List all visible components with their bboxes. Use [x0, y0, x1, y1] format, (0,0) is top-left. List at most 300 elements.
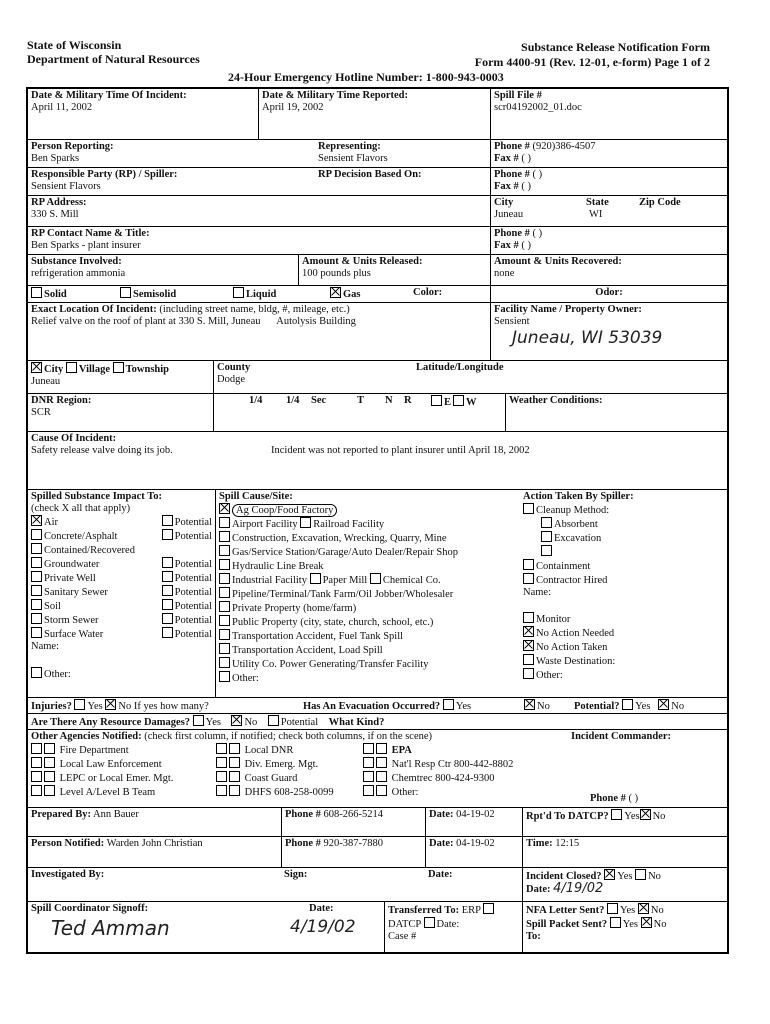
- row-responsible-party: [28, 168, 727, 196]
- action-monitor-label: Monitor: [536, 614, 571, 625]
- county-value: Dodge: [217, 374, 245, 385]
- cause-ag-coop-checkbox[interactable]: [219, 503, 230, 514]
- agency-police-label: Local Law Enforcement: [59, 759, 162, 770]
- incident-closed-label: Incident Closed?: [526, 871, 602, 882]
- prepared-by-label: Prepared By:: [31, 809, 91, 820]
- cause-fuel-spill-checkbox[interactable]: [219, 629, 230, 640]
- action-name-label: Name:: [523, 587, 551, 598]
- facility-label: Facility Name / Property Owner:: [494, 304, 642, 315]
- impact-other-label: Other:: [44, 669, 71, 680]
- department-name: Department of Natural Resources: [27, 52, 200, 66]
- notified-phone-value: 920-387-7880: [323, 838, 384, 849]
- cause-pipeline-label: Pipeline/Terminal/Tank Farm/Oil Jobber/Wholesaler: [232, 589, 454, 600]
- impact-private-well-checkbox[interactable]: [31, 571, 42, 582]
- cause-hydraulic-label: Hydraulic Line Break: [232, 561, 324, 572]
- cause-other-checkbox[interactable]: [219, 671, 230, 682]
- impact-soil-checkbox[interactable]: [31, 599, 42, 610]
- representing-label: Representing:: [318, 141, 381, 152]
- facility-value: Sensient: [494, 316, 530, 327]
- injuries-how-many: If yes how many?: [133, 701, 209, 712]
- injuries-yes-checkbox[interactable]: [74, 699, 85, 710]
- cause-industrial-checkbox[interactable]: [219, 573, 230, 584]
- agency-fire-label: Fire Department: [59, 745, 129, 756]
- dnr-region-label: DNR Region:: [31, 395, 92, 406]
- cause-railroad-label: Railroad Facility: [313, 519, 385, 530]
- closed-date-handwritten: 4/19/02: [553, 881, 604, 896]
- semisolid-label: Semisolid: [133, 289, 177, 300]
- action-no-action-taken-checkbox[interactable]: [523, 640, 534, 651]
- potential-label: Potential: [174, 615, 212, 626]
- impact-section: [28, 490, 215, 697]
- agency-dem-checkbox[interactable]: [216, 757, 227, 768]
- notified-value: Warden John Christian: [106, 838, 203, 849]
- incident-closed-no-checkbox[interactable]: [635, 869, 646, 880]
- impact-contained-label: Contained/Recovered: [44, 545, 135, 556]
- injuries-no-checkbox[interactable]: [105, 699, 116, 710]
- impact-surface-water-checkbox[interactable]: [31, 627, 42, 638]
- phone-value: (920)386-4507: [532, 141, 596, 152]
- erp-checkbox[interactable]: [483, 903, 494, 914]
- agency-other-scene-checkbox[interactable]: [376, 785, 387, 796]
- north-label: N: [385, 395, 393, 406]
- agency-epa-scene-checkbox[interactable]: [376, 743, 387, 754]
- cause-fuel-spill-label: Transportation Accident, Fuel Tank Spill: [232, 631, 404, 642]
- impact-other-checkbox[interactable]: [31, 667, 42, 678]
- solid-checkbox[interactable]: [31, 287, 42, 298]
- nfa-no-checkbox[interactable]: [638, 903, 649, 914]
- datcp-transfer-label: DATCP: [388, 919, 421, 930]
- fax-value: ( ): [521, 153, 532, 164]
- sign-label: Sign:: [284, 869, 308, 880]
- incident-date-label: Date & Military Time Of Incident:: [31, 90, 187, 101]
- facility-handwritten: Juneau, WI 53039: [512, 328, 663, 348]
- dnr-region-value: SCR: [31, 407, 51, 418]
- contact-fax-label: Fax #: [494, 240, 519, 251]
- impact-title: Spilled Substance Impact To:: [31, 491, 162, 502]
- impact-private-well-potential-checkbox[interactable]: [162, 571, 173, 582]
- cause-airport-label: Airport Facility: [232, 519, 298, 530]
- action-containment-label: Containment: [536, 561, 591, 572]
- potential-no-checkbox[interactable]: [658, 699, 669, 710]
- west-checkbox[interactable]: [453, 395, 464, 406]
- cause-other-label: Other:: [232, 673, 259, 684]
- action-excavation-checkbox[interactable]: [541, 531, 552, 542]
- notified-label: Person Notified:: [31, 838, 105, 849]
- cause-paper-mill-label: Paper Mill: [322, 575, 368, 586]
- rp-address-value: 330 S. Mill: [31, 209, 79, 220]
- form-number: Form 4400-91 (Rev. 12-01, e-form) Page 1 of 2: [474, 55, 710, 69]
- agency-coast-guard-scene-checkbox[interactable]: [229, 771, 240, 782]
- cause-private-property-label: Private Property (home/farm): [232, 603, 357, 614]
- substance-value: refrigeration ammonia: [31, 268, 126, 279]
- impact-storm-sewer-potential-checkbox[interactable]: [162, 613, 173, 624]
- cause-gas-station-checkbox[interactable]: [219, 545, 230, 556]
- cause-industrial-label: Industrial Facility: [232, 575, 307, 586]
- injuries-yes-label: Yes: [87, 701, 103, 712]
- prepared-by-value: Ann Bauer: [93, 809, 139, 820]
- cause-note: Incident was not reported to plant insurer until April 18, 2002: [271, 445, 530, 456]
- notified-time-value: 12:15: [555, 838, 580, 849]
- commander-label: Incident Commander:: [571, 731, 672, 742]
- investigated-label: Investigated By:: [31, 869, 105, 880]
- action-monitor-checkbox[interactable]: [523, 612, 534, 623]
- agency-police-checkbox[interactable]: [31, 757, 42, 768]
- agency-chemtrec-checkbox[interactable]: [363, 771, 374, 782]
- packet-yes-label: Yes: [622, 919, 638, 930]
- row-resource-damages: [28, 714, 727, 730]
- phone-label: Phone #: [494, 141, 530, 152]
- agency-coast-guard-checkbox[interactable]: [216, 771, 227, 782]
- nfa-label: NFA Letter Sent?: [526, 905, 605, 916]
- datcp-yes-checkbox[interactable]: [611, 809, 622, 820]
- east-label: E: [444, 397, 452, 408]
- impact-surface-water-potential-checkbox[interactable]: [162, 627, 173, 638]
- agency-other-label: Other:: [391, 787, 419, 798]
- potential-label: Potential: [174, 573, 212, 584]
- agency-lepc-checkbox[interactable]: [31, 771, 42, 782]
- impact-sanitary-sewer-checkbox[interactable]: [31, 585, 42, 596]
- action-no-action-taken-label: No Action Taken: [536, 642, 608, 653]
- resource-potential-label: Potential: [280, 717, 319, 728]
- impact-groundwater-checkbox[interactable]: [31, 557, 42, 568]
- state-name: State of Wisconsin: [27, 38, 122, 52]
- action-absorbent-checkbox[interactable]: [541, 517, 552, 528]
- datcp-yes-label: Yes: [624, 811, 640, 822]
- packet-to-label: To:: [526, 931, 541, 942]
- case-number-label: Case #: [388, 931, 417, 942]
- agency-dhfs-checkbox[interactable]: [216, 785, 227, 796]
- semisolid-checkbox[interactable]: [120, 287, 131, 298]
- row-signoff: [28, 902, 727, 952]
- liquid-checkbox[interactable]: [233, 287, 244, 298]
- datcp-transfer-checkbox[interactable]: [424, 917, 435, 928]
- potential-label: Potential: [174, 531, 212, 542]
- agency-lepc-scene-checkbox[interactable]: [44, 771, 55, 782]
- notified-date-value: 04-19-02: [456, 838, 495, 849]
- closed-date-label: Date:: [526, 884, 551, 895]
- state-value: WI: [589, 209, 603, 220]
- notified-date-label: Date:: [429, 838, 454, 849]
- agency-lepc-label: LEPC or Local Emer. Mgt.: [59, 773, 174, 784]
- rp-address-label: RP Address:: [31, 197, 87, 208]
- solid-label: Solid: [44, 289, 67, 300]
- prepared-phone-value: 608-266-5214: [323, 809, 384, 820]
- resource-potential-checkbox[interactable]: [268, 715, 279, 726]
- injuries-label: Injuries?: [31, 701, 72, 712]
- weather-label: Weather Conditions:: [509, 395, 603, 406]
- signoff-date-label: Date:: [309, 903, 334, 914]
- muni-city-label: City: [44, 364, 64, 375]
- agency-dhfs-label: DHFS 608-258-0099: [244, 787, 334, 798]
- rp-phone-value: ( ): [532, 169, 543, 180]
- impact-concrete-checkbox[interactable]: [31, 529, 42, 540]
- agency-nrc-scene-checkbox[interactable]: [376, 757, 387, 768]
- row-person-reporting: [28, 140, 727, 168]
- resource-no-label: No: [244, 717, 258, 728]
- nfa-yes-label: Yes: [619, 905, 636, 916]
- signoff-date-handwritten: 4/19/02: [290, 917, 356, 937]
- row-rp-contact: [28, 227, 727, 255]
- transferred-label: Transferred To:: [388, 905, 460, 916]
- impact-air-potential-checkbox[interactable]: [162, 515, 173, 526]
- action-cleanup-label: Cleanup Method:: [536, 505, 610, 516]
- village-checkbox[interactable]: [66, 362, 77, 373]
- agency-dnr-label: Local DNR: [244, 745, 294, 756]
- row-agencies: [28, 730, 727, 808]
- impact-concrete-potential-checkbox[interactable]: [162, 529, 173, 540]
- range-label: R: [404, 395, 412, 406]
- incident-closed-no-label: No: [648, 871, 661, 882]
- incident-closed-yes-checkbox[interactable]: [604, 869, 615, 880]
- release-form: [26, 87, 729, 954]
- impact-storm-sewer-label: Storm Sewer: [44, 615, 99, 626]
- potential-label: Potential: [174, 629, 212, 640]
- cause-site-section: [215, 490, 520, 697]
- impact-soil-potential-checkbox[interactable]: [162, 599, 173, 610]
- datcp-label: Rpt'd To DATCP?: [526, 811, 609, 822]
- resource-yes-label: Yes: [205, 717, 221, 728]
- impact-name-label: Name:: [31, 641, 59, 652]
- action-containment-checkbox[interactable]: [523, 559, 534, 570]
- signoff-label: Spill Coordinator Signoff:: [31, 903, 149, 914]
- coordinator-signature: Ted Amman: [51, 916, 170, 940]
- impact-air-label: Air: [44, 517, 58, 528]
- agency-dhfs-scene-checkbox[interactable]: [229, 785, 240, 796]
- action-no-action-needed-checkbox[interactable]: [523, 626, 534, 637]
- cause-value: Safety release valve doing its job.: [31, 445, 173, 456]
- resource-no-checkbox[interactable]: [231, 715, 242, 726]
- agencies-hint: (check first column, if notified; check both columns, if on the scene): [144, 731, 433, 742]
- muni-value: Juneau: [31, 376, 61, 387]
- incident-closed-yes-label: Yes: [617, 871, 633, 882]
- commander-phone-value: ( ): [628, 793, 639, 804]
- spill-file-label: Spill File #: [494, 90, 542, 101]
- gas-checkbox[interactable]: [330, 287, 341, 298]
- rp-decision-label: RP Decision Based On:: [318, 169, 422, 180]
- agency-hazmat-label: Level A/Level B Team: [59, 787, 156, 798]
- color-label: Color:: [413, 287, 443, 298]
- agency-police-scene-checkbox[interactable]: [44, 757, 55, 768]
- cause-private-property-checkbox[interactable]: [219, 601, 230, 612]
- row-location: [28, 303, 727, 361]
- agency-hazmat-checkbox[interactable]: [31, 785, 42, 796]
- impact-sanitary-sewer-label: Sanitary Sewer: [44, 587, 108, 598]
- impact-storm-sewer-checkbox[interactable]: [31, 613, 42, 624]
- spill-file-value: scr04192002_01.doc: [494, 102, 582, 113]
- action-other-checkbox[interactable]: [523, 668, 534, 679]
- prepared-phone-label: Phone #: [285, 809, 321, 820]
- form-title: Substance Release Notification Form: [521, 40, 710, 54]
- amount-released-value: 100 pounds plus: [302, 268, 371, 279]
- cause-load-spill-checkbox[interactable]: [219, 643, 230, 654]
- agency-nrc-label: Nat'l Resp Ctr 800-442-8802: [391, 759, 514, 770]
- rp-value: Sensient Flavors: [31, 181, 101, 192]
- agency-dem-scene-checkbox[interactable]: [229, 757, 240, 768]
- contact-phone-label: Phone #: [494, 228, 530, 239]
- row-prepared-by: [28, 808, 727, 837]
- agency-epa-checkbox[interactable]: [363, 743, 374, 754]
- city-checkbox[interactable]: [31, 362, 42, 373]
- action-blank-checkbox[interactable]: [541, 545, 552, 556]
- prepared-date-value: 04-19-02: [456, 809, 495, 820]
- east-checkbox[interactable]: [431, 395, 442, 406]
- packet-yes-checkbox[interactable]: [610, 917, 621, 928]
- row-municipality: [28, 361, 727, 394]
- rp-label: Responsible Party (RP) / Spiller:: [31, 169, 178, 180]
- action-other-label: Other:: [536, 670, 563, 681]
- row-investigated: [28, 868, 727, 902]
- fax-label: Fax #: [494, 153, 519, 164]
- potential-question-label: Potential?: [574, 701, 620, 712]
- cause-label: Cause Of Incident:: [31, 433, 117, 444]
- row-checklists: [28, 490, 727, 698]
- muni-township-label: Township: [125, 364, 170, 375]
- agency-dem-label: Div. Emerg. Mgt.: [244, 759, 319, 770]
- packet-no-checkbox[interactable]: [641, 917, 652, 928]
- action-contractor-checkbox[interactable]: [523, 573, 534, 584]
- prepared-date-label: Date:: [429, 809, 454, 820]
- impact-contained-checkbox[interactable]: [31, 543, 42, 554]
- cause-gas-station-label: Gas/Service Station/Garage/Auto Dealer/Repair Shop: [232, 547, 458, 558]
- quarter-1-label: 1/4: [249, 395, 263, 406]
- agency-other-checkbox[interactable]: [363, 785, 374, 796]
- amount-recovered-value: none: [494, 268, 515, 279]
- cause-pipeline-checkbox[interactable]: [219, 587, 230, 598]
- impact-air-checkbox[interactable]: [31, 515, 42, 526]
- location-value: Relief valve on the roof of plant at 330 S. Mill, Juneau: [31, 316, 261, 327]
- muni-village-label: Village: [78, 364, 110, 375]
- agency-coast-guard-label: Coast Guard: [244, 773, 298, 784]
- impact-private-well-label: Private Well: [44, 573, 96, 584]
- nfa-yes-checkbox[interactable]: [607, 903, 618, 914]
- cause-railroad-checkbox[interactable]: [300, 517, 311, 528]
- agency-nrc-checkbox[interactable]: [363, 757, 374, 768]
- action-absorbent-label: Absorbent: [554, 519, 598, 530]
- row-cause: [28, 432, 727, 490]
- evacuation-yes-checkbox[interactable]: [443, 699, 454, 710]
- liquid-label: Liquid: [246, 289, 277, 300]
- resource-label: Are There Any Resource Damages?: [31, 717, 191, 728]
- substance-label: Substance Involved:: [31, 256, 122, 267]
- reported-date-value: April 19, 2002: [262, 102, 324, 113]
- agency-dnr-scene-checkbox[interactable]: [229, 743, 240, 754]
- impact-concrete-label: Concrete/Asphalt: [44, 531, 118, 542]
- cause-hydraulic-checkbox[interactable]: [219, 559, 230, 570]
- cause-load-spill-label: Transportation Accident, Load Spill: [232, 645, 383, 656]
- impact-sanitary-sewer-potential-checkbox[interactable]: [162, 585, 173, 596]
- potential-yes-label: Yes: [635, 701, 651, 712]
- cause-construction-checkbox[interactable]: [219, 531, 230, 542]
- contact-fax-value: ( ): [521, 240, 532, 251]
- cause-public-property-label: Public Property (city, state, church, school, etc.): [232, 617, 434, 628]
- township-t-label: T: [357, 395, 365, 406]
- agency-fire-checkbox[interactable]: [31, 743, 42, 754]
- zip-label: Zip Code: [639, 197, 681, 208]
- evacuation-yes-label: Yes: [455, 701, 472, 712]
- row-person-notified: [28, 837, 727, 868]
- action-cleanup-checkbox[interactable]: [523, 503, 534, 514]
- section-label: Sec: [311, 395, 327, 406]
- odor-label: Odor:: [595, 287, 623, 298]
- row-injuries: [28, 698, 727, 714]
- agencies-label: Other Agencies Notified:: [31, 731, 142, 742]
- potential-no-label: No: [671, 701, 685, 712]
- location-building: Autolysis Building: [276, 316, 356, 327]
- rp-phone-label: Phone #: [494, 169, 530, 180]
- impact-groundwater-potential-checkbox[interactable]: [162, 557, 173, 568]
- impact-soil-label: Soil: [44, 601, 61, 612]
- potential-yes-checkbox[interactable]: [622, 699, 633, 710]
- erp-label: ERP: [461, 905, 481, 916]
- packet-no-label: No: [653, 919, 667, 930]
- amount-recovered-label: Amount & Units Recovered:: [494, 256, 622, 267]
- latlong-label: Latitude/Longitude: [416, 362, 504, 373]
- row-state-of-matter: [28, 286, 727, 303]
- rp-contact-value: Ben Sparks - plant insurer: [31, 240, 141, 251]
- agency-hazmat-scene-checkbox[interactable]: [44, 785, 55, 796]
- cause-airport-checkbox[interactable]: [219, 517, 230, 528]
- location-hint: (including street name, bldg, #, mileage, etc.): [159, 304, 350, 315]
- row-dates: [28, 89, 727, 140]
- evacuation-no-checkbox[interactable]: [524, 699, 535, 710]
- agency-fire-scene-checkbox[interactable]: [44, 743, 55, 754]
- potential-label: Potential: [174, 601, 212, 612]
- what-kind-label: What Kind?: [328, 717, 385, 728]
- action-waste-label: Waste Destination:: [536, 656, 616, 667]
- row-rp-address: [28, 196, 727, 227]
- state-label: State: [586, 197, 609, 208]
- notified-time-label: Time:: [526, 838, 553, 849]
- person-reporting-value: Ben Sparks: [31, 153, 80, 164]
- city-value: Juneau: [494, 209, 524, 220]
- hotline: 24-Hour Emergency Hotline Number: 1-800-943-0003: [228, 70, 504, 84]
- datcp-no-checkbox[interactable]: [640, 809, 651, 820]
- potential-label: Potential: [174, 587, 212, 598]
- nfa-no-label: No: [650, 905, 664, 916]
- action-title: Action Taken By Spiller:: [523, 491, 634, 502]
- row-dnr-region: [28, 394, 727, 432]
- evacuation-label: Has An Evacuation Occurred?: [303, 701, 441, 712]
- west-label: W: [466, 397, 477, 408]
- cause-construction-label: Construction, Excavation, Wrecking, Quarry, Mine: [232, 533, 447, 544]
- injuries-no-label: No: [118, 701, 132, 712]
- cause-public-property-checkbox[interactable]: [219, 615, 230, 626]
- agency-dnr-checkbox[interactable]: [216, 743, 227, 754]
- location-label: Exact Location Of Incident:: [31, 304, 157, 315]
- cause-site-title: Spill Cause/Site:: [219, 491, 293, 502]
- action-waste-checkbox[interactable]: [523, 654, 534, 665]
- rp-fax-label: Fax #: [494, 181, 519, 192]
- township-checkbox[interactable]: [113, 362, 124, 373]
- agency-chemtrec-label: Chemtrec 800-424-9300: [391, 773, 495, 784]
- resource-yes-checkbox[interactable]: [193, 715, 204, 726]
- action-excavation-label: Excavation: [554, 533, 602, 544]
- gas-label: Gas: [343, 289, 361, 300]
- investigated-date-label: Date:: [428, 869, 453, 880]
- action-section: [520, 490, 727, 697]
- agency-chemtrec-scene-checkbox[interactable]: [376, 771, 387, 782]
- cause-chemical-checkbox[interactable]: [370, 573, 381, 584]
- contact-phone-value: ( ): [532, 228, 543, 239]
- impact-groundwater-label: Groundwater: [44, 559, 100, 570]
- impact-hint: (check X all that apply): [31, 503, 131, 514]
- evacuation-no-label: No: [537, 701, 550, 712]
- cause-utility-checkbox[interactable]: [219, 657, 230, 668]
- representing-value: Sensient Flavors: [318, 153, 388, 164]
- cause-paper-mill-checkbox[interactable]: [310, 573, 321, 584]
- agency-epa-label: EPA: [391, 745, 412, 756]
- cause-utility-label: Utility Co. Power Generating/Transfer Facility: [232, 659, 429, 670]
